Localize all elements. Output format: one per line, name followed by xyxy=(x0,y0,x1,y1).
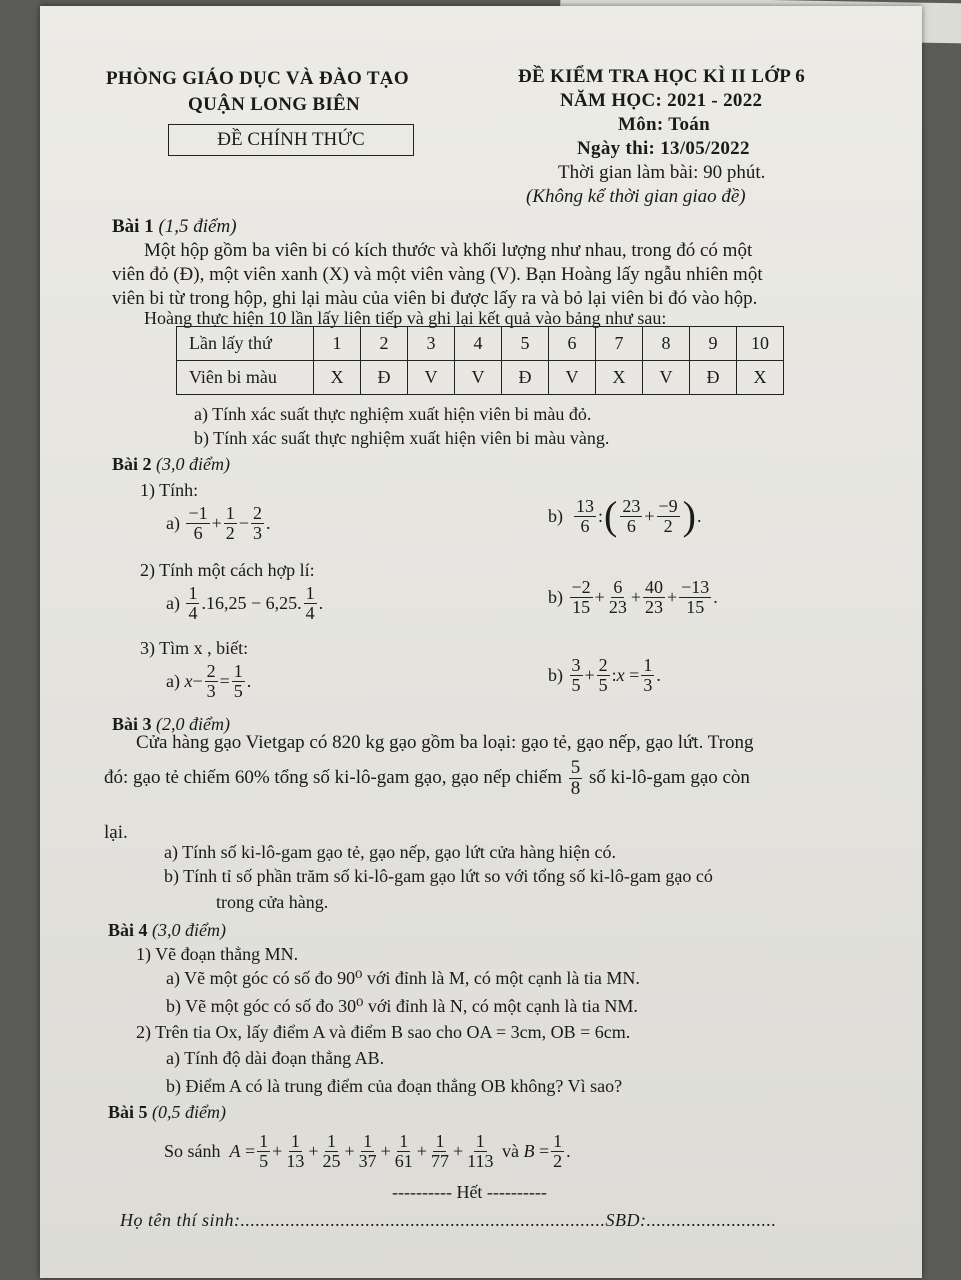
table-cell: V xyxy=(455,361,502,395)
bai3-points: (2,0 điểm) xyxy=(156,714,230,734)
table-cell: 4 xyxy=(455,327,502,361)
and-label: và xyxy=(501,1140,519,1161)
department-name: PHÒNG GIÁO DỤC VÀ ĐÀO TẠO xyxy=(106,68,409,89)
bai4-part1: 1) Vẽ đoạn thẳng MN. xyxy=(136,944,299,964)
bai2-2b: b) $\frac{-2}{15}$ + $\frac{6}{23}$ + $\frac{40}{23}$ + $\frac{-13}{15}$ . xyxy=(548,577,718,617)
bai3-question-b-cont: trong cửa hàng. xyxy=(216,892,329,912)
row-label-draw-number: Lần lấy thứ xyxy=(177,327,314,361)
table-cell: 5 xyxy=(502,327,549,361)
bai4-part2-b: b) Điểm A có là trung điểm của đoạn thẳng OB không? Vì sao? xyxy=(166,1076,623,1096)
bai1-title: Bài 1 xyxy=(112,216,154,237)
row-label-ball-color: Viên bi màu xyxy=(177,361,314,395)
label-b: b) xyxy=(548,586,563,607)
bai4-part2: 2) Trên tia Ox, lấy điểm A và điểm B sao cho OA = 3cm, OB = 6cm. xyxy=(136,1022,631,1042)
bai4-part1-b: b) Vẽ một góc có số đo 30⁰ với đỉnh là N, có một cạnh là tia NM. xyxy=(166,996,638,1016)
table-cell: 2 xyxy=(361,327,408,361)
bai5-points: (0,5 điểm) xyxy=(152,1102,226,1122)
bai1-line4: Hoàng thực hiện 10 lần lấy liên tiếp và ghi lại kết quả vào bảng như sau: xyxy=(144,308,667,328)
bai5-heading xyxy=(108,1102,226,1123)
bai2-1b: b) $\frac{13}{6}$ : ( $\frac{23}{6}$ + $\frac{-9}{2}$ ) . xyxy=(548,493,702,538)
table-cell: X xyxy=(314,361,361,395)
bai5-expression: So sánh A = $\frac{1}{5}$ + $\frac{1}{13}$ + $\frac{1}{25}$ + $\frac{1}{37}$ + $\frac{1}{61}$ + $\frac{1}{77}$ + $\frac{1}{113}$ và B = $\frac{1}{2}$ . xyxy=(164,1131,571,1171)
bai4-title: Bài 4 xyxy=(108,920,148,940)
bai4-heading xyxy=(108,920,226,941)
bai2-heading xyxy=(112,454,230,475)
table-cell: 8 xyxy=(643,327,690,361)
district-name: QUẬN LONG BIÊN xyxy=(188,94,361,115)
exam-title: ĐỀ KIỂM TRA HỌC KÌ II LỚP 6 xyxy=(518,66,805,87)
bai4-part1-a: a) Vẽ một góc có số đo 90⁰ với đỉnh là M, có một cạnh là tia MN. xyxy=(166,968,640,988)
label-b: b) xyxy=(548,664,563,685)
table-cell: Đ xyxy=(361,361,408,395)
exam-paper xyxy=(40,6,922,1278)
exam-duration: Thời gian làm bài: 90 phút. xyxy=(558,162,766,183)
bai1-line3: viên bi từ trong hộp, ghi lại màu của viên bi được lấy ra và bỏ lại viên bi đó vào hộp. xyxy=(112,288,758,309)
official-stamp: ĐỀ CHÍNH THỨC xyxy=(168,124,414,156)
bai1-heading xyxy=(112,216,237,238)
school-year: NĂM HỌC: 2021 - 2022 xyxy=(560,90,763,111)
bai1-points: (1,5 điểm) xyxy=(158,216,237,237)
bai3-line2-start: đó: gạo tẻ chiếm 60% tổng số ki-lô-gam gạo, gạo nếp chiếm xyxy=(104,767,562,789)
bai5-title: Bài 5 xyxy=(108,1102,148,1122)
table-cell: 3 xyxy=(408,327,455,361)
bai3-question-b: b) Tính tỉ số phần trăm số ki-lô-gam gạo lứt so với tổng số ki-lô-gam gạo có xyxy=(164,866,713,886)
table-cell: 6 xyxy=(549,327,596,361)
label-a: a) xyxy=(166,592,180,613)
table-cell: Đ xyxy=(690,361,737,395)
subject: Môn: Toán xyxy=(618,114,710,135)
bai4-part2-a: a) Tính độ dài đoạn thẳng AB. xyxy=(166,1048,385,1068)
candidate-name-line: Họ tên thí sinh:.........................................................................SBD:.......................... xyxy=(120,1210,777,1230)
bai4-points: (3,0 điểm) xyxy=(152,920,226,940)
label-a: a) xyxy=(166,512,180,533)
bai3-question-a: a) Tính số ki-lô-gam gạo tẻ, gạo nếp, gạo lứt cửa hàng hiện có. xyxy=(164,842,617,862)
table-cell: 9 xyxy=(690,327,737,361)
bai2-part3: 3) Tìm x , biết: xyxy=(140,638,249,658)
table-cell: X xyxy=(737,361,784,395)
bai2-part1: 1) Tính: xyxy=(140,480,199,500)
bai3-line1: Cửa hàng gạo Vietgap có 820 kg gạo gồm ba loại: gạo tẻ, gạo nếp, gạo lứt. Trong xyxy=(136,732,754,753)
table-cell: X xyxy=(596,361,643,395)
bai2-2a: a) $\frac{1}{4}$ .16,25 − 6,25. $\frac{1}{4}$ . xyxy=(166,583,324,623)
bai3-title: Bài 3 xyxy=(112,714,152,734)
table-cell: 1 xyxy=(314,327,361,361)
bai2-3b: b) $\frac{3}{5}$ + $\frac{2}{5}$ : x = $\frac{1}{3}$ . xyxy=(548,655,661,695)
bai1-line2: viên đỏ (Đ), một viên xanh (X) và một viên vàng (V). Bạn Hoàng lấy ngẫu nhiên một xyxy=(112,264,763,285)
bai2-1a: a) $\frac{-1}{6}$ + $\frac{1}{2}$ − $\frac{2}{3}$ . xyxy=(166,503,271,543)
bai1-question-a: a) Tính xác suất thực nghiệm xuất hiện viên bi màu đỏ. xyxy=(194,404,592,424)
bai2-title: Bài 2 xyxy=(112,454,152,474)
table-cell: 7 xyxy=(596,327,643,361)
label-a: a) xyxy=(166,670,180,691)
bai2-part2: 2) Tính một cách hợp lí: xyxy=(140,560,315,580)
bai3-line2: đó: gạo tẻ chiếm 60% tổng số ki-lô-gam gạo, gạo nếp chiếm $\frac{5}{8}$ số ki-lô-gam gạo còn xyxy=(104,757,750,799)
duration-note: (Không kể thời gian giao đề) xyxy=(526,186,746,207)
bai2-3a: a) x − $\frac{2}{3}$ = $\frac{1}{5}$ . xyxy=(166,661,252,701)
table-cell: V xyxy=(643,361,690,395)
bai2-points: (3,0 điểm) xyxy=(156,454,230,474)
end-marker: ---------- Hết ---------- xyxy=(392,1182,547,1202)
bai3-line3: lại. xyxy=(104,822,128,843)
exam-date: Ngày thi: 13/05/2022 xyxy=(577,138,750,159)
bai3-line2-end: số ki-lô-gam gạo còn xyxy=(589,767,750,789)
table-row-ball-color xyxy=(177,361,784,395)
label-b: b) xyxy=(548,505,563,526)
table-row-draw-number xyxy=(177,327,784,361)
compare-label: So sánh xyxy=(164,1140,221,1161)
table-cell: 10 xyxy=(737,327,784,361)
table-cell: V xyxy=(408,361,455,395)
table-cell: V xyxy=(549,361,596,395)
bai1-question-b: b) Tính xác suất thực nghiệm xuất hiện viên bi màu vàng. xyxy=(194,428,610,448)
table-cell: Đ xyxy=(502,361,549,395)
bai1-line1: Một hộp gồm ba viên bi có kích thước và khối lượng như nhau, trong đó có một xyxy=(144,240,753,261)
results-table xyxy=(176,326,784,395)
